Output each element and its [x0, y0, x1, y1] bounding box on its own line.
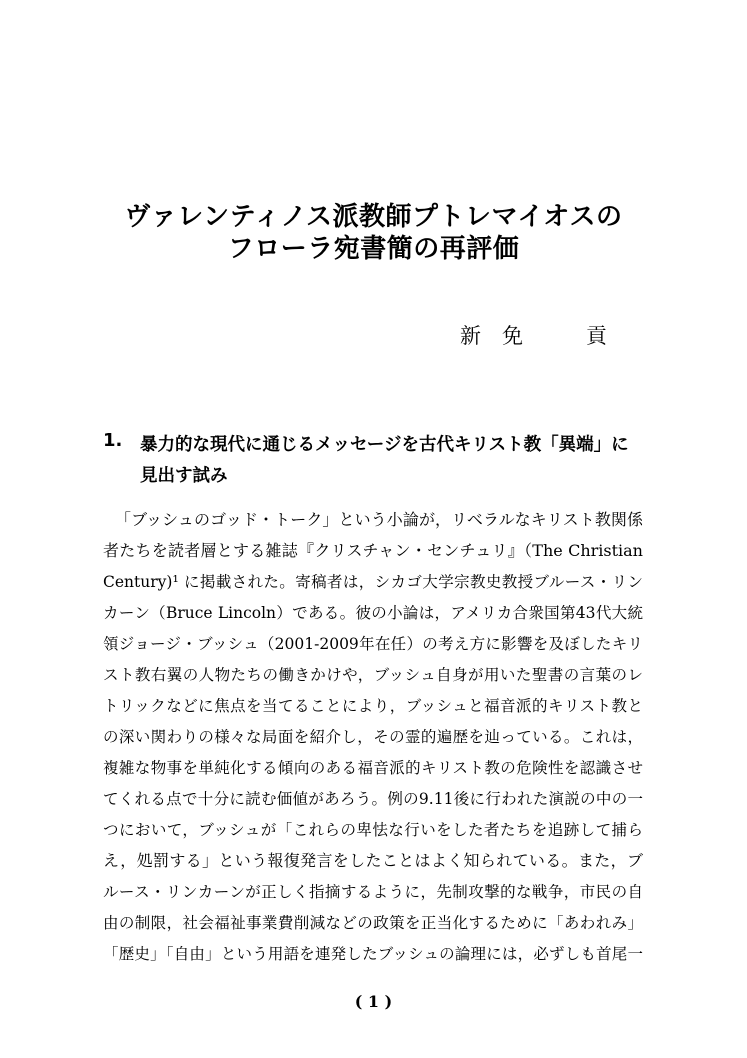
- body-line: トリックなどに焦点を当てることにより，ブッシュと福音派的キリスト教と: [103, 697, 643, 715]
- paper-title-line-1: ヴァレンティノス派教師プトレマイオスの: [124, 202, 623, 232]
- body-line: スト教右翼の人物たちの働きかけや，ブッシュ自身が用いた聖書の言葉のレ: [103, 666, 643, 684]
- page-number: ( 1 ): [354, 992, 393, 1011]
- section-heading-line-1: 暴力的な現代に通じるメッセージを古代キリスト教「異端」に: [140, 435, 629, 455]
- body-line: 由の制限，社会福祉事業費削減などの政策を正当化するために「あわれみ」: [103, 914, 643, 932]
- body-line: え，処罰する」という報復発言をしたことはよく知られている。また，ブ: [103, 851, 643, 870]
- body-line: 領ジョージ・ブッシュ（2001-2009年在任）の考え方に影響を及ぼしたキリ: [103, 635, 643, 653]
- section-heading-line-2: 見出す試み: [140, 466, 228, 486]
- paper-title-line-2: フローラ宛書簡の再評価: [227, 234, 520, 264]
- body-line: カーン（Bruce Lincoln）である。彼の小論は，アメリカ合衆国第43代大統: [103, 604, 643, 622]
- body-line: Century)¹ に掲載された。寄稿者は，シカゴ大学宗教史教授ブルース・リン: [103, 573, 643, 591]
- body-line: ルース・リンカーンが正しく指摘するように，先制攻撃的な戦争，市民の自: [103, 883, 643, 901]
- body-line: 「ブッシュのゴッド・トーク」という小論が，リベラルなキリスト教関係: [115, 510, 643, 529]
- body-line: つにおいて，ブッシュが「これらの卑怯な行いをした者たちを追跡して捕ら: [103, 821, 643, 839]
- body-line: てくれる点で十分に読む価値があろう。例の9.11後に行われた演説の中の一: [103, 790, 643, 808]
- section-number: 1.: [103, 430, 123, 451]
- body-line: の深い関わりの様々な局面を紹介し，その霊的遍歴を辿っている。これは，: [103, 728, 643, 746]
- body-line: 者たちを読者層とする雑誌『クリスチャン・センチュリ』（The Christian: [103, 541, 643, 560]
- body-line: 複雑な物事を単純化する傾向のある福音派的キリスト教の危険性を認識させ: [103, 759, 643, 777]
- body-line: 「歴史」「自由」という用語を連発したブッシュの論理には，必ずしも首尾一: [103, 945, 643, 963]
- author-name: 新 免 貢: [460, 324, 607, 348]
